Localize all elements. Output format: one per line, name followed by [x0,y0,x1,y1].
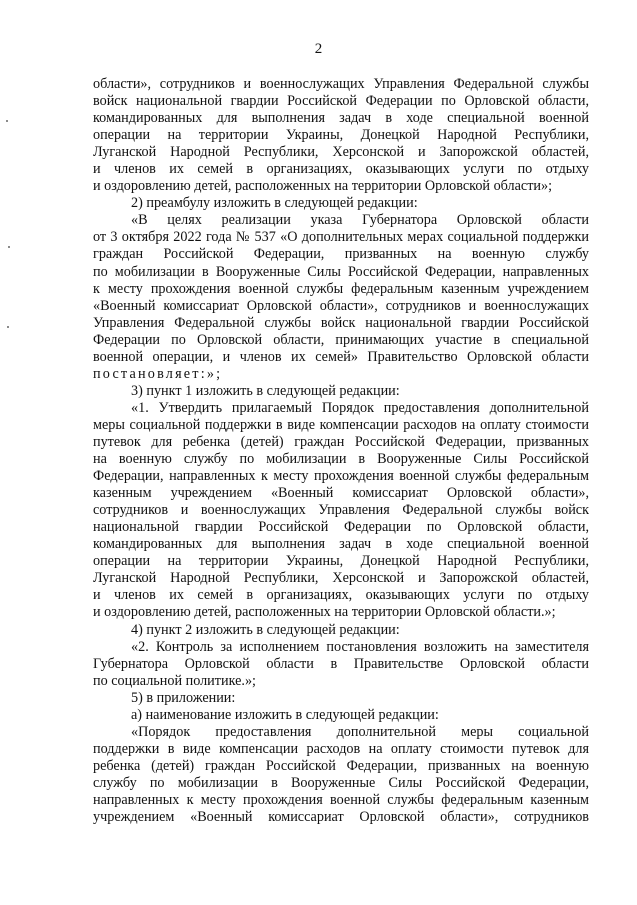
text-line: 5) в приложении: [131,689,236,706]
text-line: меры социальной поддержки в виде компенсации расходов на оплату стоимости [93,416,589,433]
text-line: «2. Контроль за исполнением постановления возложить на заместителя [131,638,589,655]
text-line: и членов их семей в организациях, оказывающих услуги по отдыху [93,161,589,178]
text-line: по социальной политике.»; [93,672,256,689]
text-line: «Военный комиссариат Орловской области», сотрудников и военнослужащих [93,297,589,314]
text-line: национальной гвардии Российской Федерации по Орловской области, [93,519,589,536]
document-body [93,76,589,826]
text-line: «В целях реализации указа Губернатора Орловской области [131,212,589,229]
text-line: 2) преамбулу изложить в следующей редакции: [131,195,418,212]
text-line: направленных к месту прохождения военной службы федеральным казенным [93,791,589,808]
text-line: сотрудников и военнослужащих Управления Федеральной службы войск [93,502,589,519]
text-line: Федерации, направленных к месту прохождения военной службы федеральным [93,468,589,485]
text-line: командированных для выполнения задач в ходе специальной военной [93,536,589,553]
text-line: войск национальной гвардии Российской Федерации по Орловской области, [93,93,589,110]
text-line: области», сотрудников и военнослужащих Управления Федеральной службы [93,76,589,92]
text-line: «1. Утвердить прилагаемый Порядок предоставления дополнительной [131,399,589,416]
text-line: военной операции, и членов их семей» Правительство Орловской области [93,348,589,365]
text-line: постановляет:»; [93,365,223,382]
text-line: учреждением «Военный комиссариат Орловской области», сотрудников [93,809,589,826]
text-line: «Порядок предоставления дополнительной меры социальной [131,723,589,740]
text-line: путевок для ребенка (детей) граждан Российской Федерации, призванных [93,433,589,450]
text-line: к месту прохождения военной службы федеральным казенным учреждением [93,280,589,297]
text-line: 3) пункт 1 изложить в следующей редакции: [131,382,400,399]
text-line: на военную службу по мобилизации в Вооруженные Силы Российской [93,451,589,468]
text-line: казенным учреждением «Военный комиссариат Орловской области», [93,485,589,502]
text-line: 4) пункт 2 изложить в следующей редакции: [131,621,400,638]
text-line: граждан Российской Федерации, призванных на военную службу [93,246,589,263]
text-line: и оздоровлению детей, расположенных на территории Орловской области.»; [93,604,556,621]
text-line: службу по мобилизации в Вооруженные Силы Российской Федерации, [93,774,589,791]
text-line: и членов их семей в организациях, оказывающих услуги по отдыху [93,587,589,604]
page-number: 2 [314,41,323,57]
scan-speck [8,246,10,248]
text-line: от 3 октября 2022 года № 537 «О дополнительных мерах социальной поддержки [93,229,589,246]
text-line: и оздоровлению детей, расположенных на территории Орловской области»; [93,178,553,195]
text-line: операции на территории Украины, Донецкой Народной Республики, [93,553,589,570]
scan-speck [7,326,9,328]
text-line: Управления Федеральной службы войск национальной гвардии Российской [93,314,589,331]
text-line: командированных для выполнения задач в ходе специальной военной [93,110,589,127]
text-line: Луганской Народной Республики, Херсонской и Запорожской областей, [93,144,589,161]
text-line: операции на территории Украины, Донецкой Народной Республики, [93,127,589,144]
text-line: Губернатора Орловской области в Правительстве Орловской области [93,655,589,672]
text-line: по мобилизации в Вооруженные Силы Российской Федерации, направленных [93,263,589,280]
text-line: ребенка (детей) граждан Российской Федерации, призванных на военную [93,757,589,774]
text-line: а) наименование изложить в следующей редакции: [131,706,439,723]
text-line: Луганской Народной Республики, Херсонской и Запорожской областей, [93,570,589,587]
text-line: Федерации по Орловской области, принимающих участие в специальной [93,331,589,348]
scan-speck [6,120,8,122]
text-line: поддержки в виде компенсации расходов на оплату стоимости путевок для [93,740,589,757]
